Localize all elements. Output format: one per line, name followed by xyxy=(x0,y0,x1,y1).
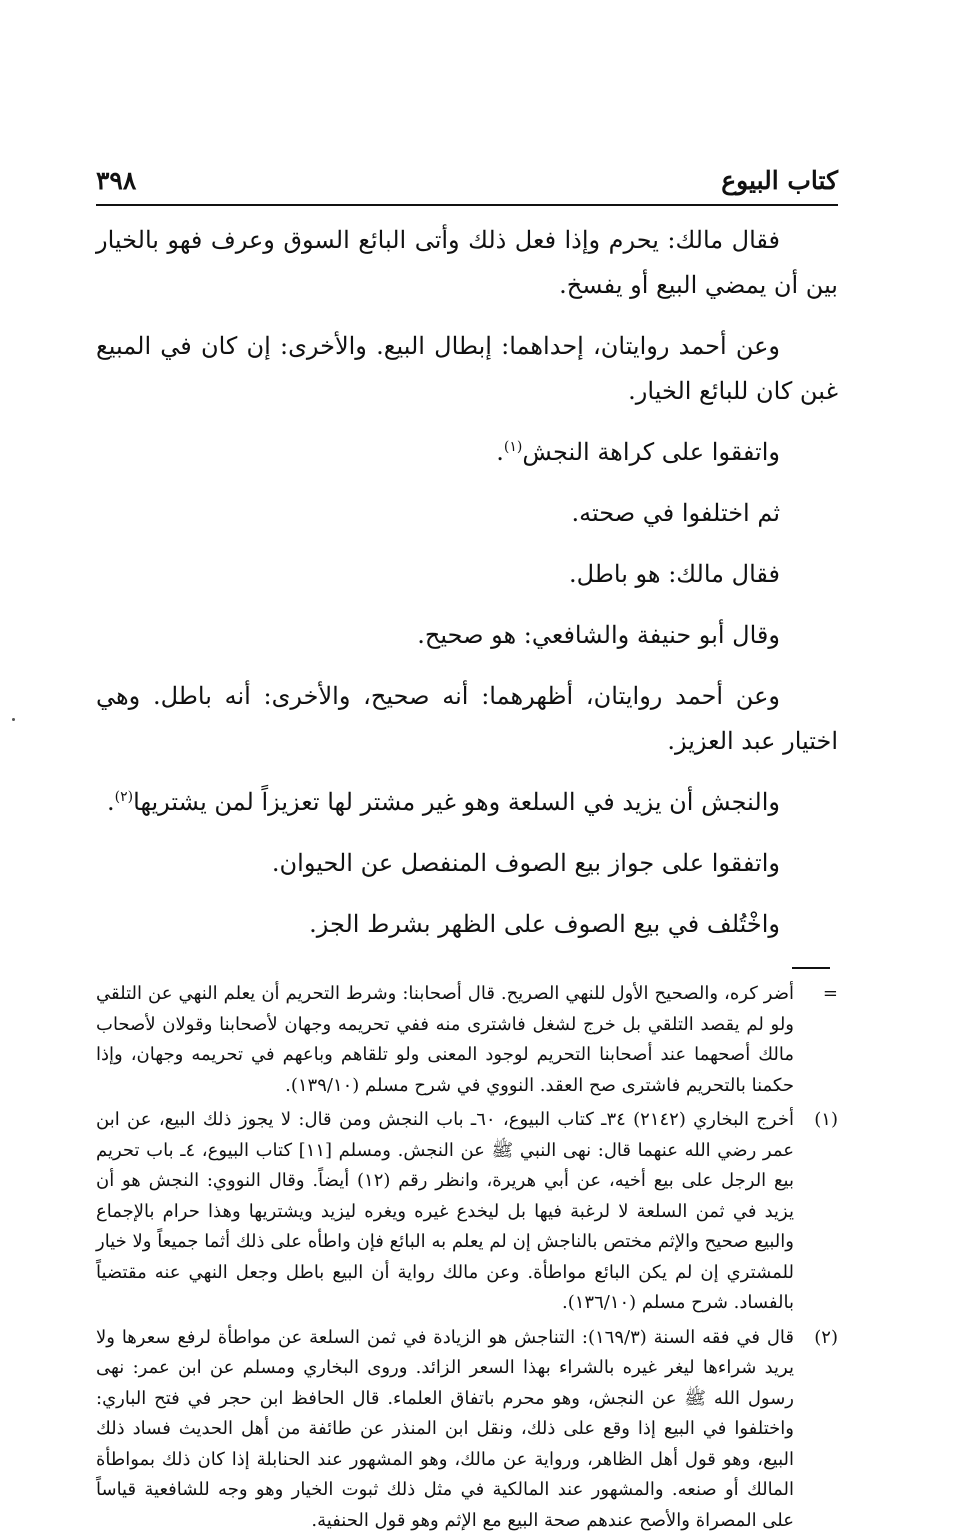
paragraph-3-text: واتفقوا على كراهة النجش xyxy=(522,438,780,466)
continuation-marker: = xyxy=(822,983,838,1004)
footnote-ref-2[interactable]: (٢) xyxy=(114,789,134,805)
running-header xyxy=(96,160,838,206)
main-text xyxy=(96,218,838,947)
paragraph-10: واخْتُلف في بيع الصوف على الظهر بشرط الجز. xyxy=(309,910,780,938)
margin-dot xyxy=(12,718,15,721)
paragraph-5: فقال مالك: هو باطل. xyxy=(569,560,780,588)
footnote-ref-1[interactable]: (١) xyxy=(503,439,523,455)
paragraph-8-end: . xyxy=(107,788,115,816)
paragraph-7: وعن أحمد روايتان، أظهرهما: أنه صحيح، والأخرى: أنه باطل. وهي اختيار عبد العزيز. xyxy=(96,682,838,755)
paragraph-1: فقال مالك: يحرم وإذا فعل ذلك وأتى البائع السوق وعرف فهو بالخيار بين أن يمضي البيع أو يفسخ. xyxy=(96,226,838,299)
footnote-separator xyxy=(792,967,830,969)
paragraph-9: واتفقوا على جواز بيع الصوف المنفصل عن الحيوان. xyxy=(271,849,780,877)
footnote-continuation xyxy=(96,979,838,1101)
book-title: كتاب البيوع xyxy=(721,166,838,195)
footnote-1-number: (١) xyxy=(814,1109,838,1130)
paragraph-4: ثم اختلفوا في صحته. xyxy=(571,499,780,527)
continuation-text: أضر كره، والصحيح الأول للنهي الصريح. قال أصحابنا: وشرط التحريم أن يعلم النهي عن التلقي ولو لم يقصد التلقي بل خرج لشغل فاشترى منه ففي تحريمه وجهان لأصحابنا وقولان لأصحاب مالك أصحهما عند أصحابنا التحريم لوجود المعنى ولو تلقاهم وباعهم في تحريمه وجهان، وإذا حكمنا بالتحريم فاشترى صح العقد. النووي في شرح مسلم (١٣٩/١٠). xyxy=(96,983,794,1096)
footnote-2-text: قال في فقه السنة (١٦٩/٣): التناجش هو الزيادة في ثمن السلعة عن مواطأة لرفع سعرها ولا يريد شراءها ليغر غيره بالشراء بهذا السعر الزائد. وروى البخاري ومسلم عن ابن عمر: نهى رسول الله ﷺ عن النجش، وهو محرم باتفاق العلماء. قال الحافظ ابن حجر في فتح الباري: واختلفوا في البيع إذا وقع على ذلك، ونقل ابن المنذر عن طائفة من أهل الحديث فساد ذلك البيع، وهو قول أهل الظاهر، ورواية عن مالك، وهو المشهور عند الحنابلة إذا كان ذلك بمواطأة المالك أو صنعه. والمشهور عند المالكية في مثل ذلك ثبوت الخيار وهو وجه للشافعية قياساً على المصراة والأصح عندهم صحة البيع مع الإثم وهو قول الحنفية. xyxy=(96,1326,794,1531)
paragraph-8 xyxy=(96,780,838,825)
paragraph-8-text: والنجش أن يزيد في السلعة وهو غير مشتر لها تعزيزاً لمن يشتريها xyxy=(133,788,780,816)
paragraph-6: وقال أبو حنيفة والشافعي: هو صحيح. xyxy=(417,621,780,649)
page-number: ٣٩٨ xyxy=(96,166,137,195)
footnote-1-text: أخرج البخاري (٢١٤٢) ٣٤ـ كتاب البيوع، ٦٠ـ باب النجش ومن قال: لا يجوز ذلك البيع، عن ابن عمر رضي الله عنهما قال: نهى النبي ﷺ عن النجش. ومسلم [١١] كتاب البيوع، ٤ـ باب تحريم بيع الرجل على بيع أخيه، عن أبي هريرة، وانظر رقم (١٢) أيضاً. وقال النووي: النجش هو أن يزيد في ثمن السلعة لا لرغبة فيها بل ليخدع غيره ويغره ليزيد ويشتريها وهذا حرام بالإجماع والبيع صحيح والإثم مختص بالناجش إن لم يعلم به البائع فإن واطأه على ذلك أثما جميعاً ولا خيار للمشتري إن لم يكن البائع مواطأة. وعن مالك رواية أن البيع باطل وجعل النهي عنه مقتضياً بالفساد. شرح مسلم (١٣٦/١٠). xyxy=(96,1109,794,1313)
paragraph-2: وعن أحمد روايتان، إحداهما: إبطال البيع. والأخرى: إن كان في المبيع غبن كان للبائع الخيار. xyxy=(96,332,838,405)
footnote-2 xyxy=(96,1323,838,1537)
footnote-1 xyxy=(96,1105,838,1319)
footnote-2-number: (٢) xyxy=(814,1326,838,1348)
paragraph-3 xyxy=(96,430,838,475)
paragraph-3-end: . xyxy=(496,438,504,466)
book-page xyxy=(96,160,838,1540)
